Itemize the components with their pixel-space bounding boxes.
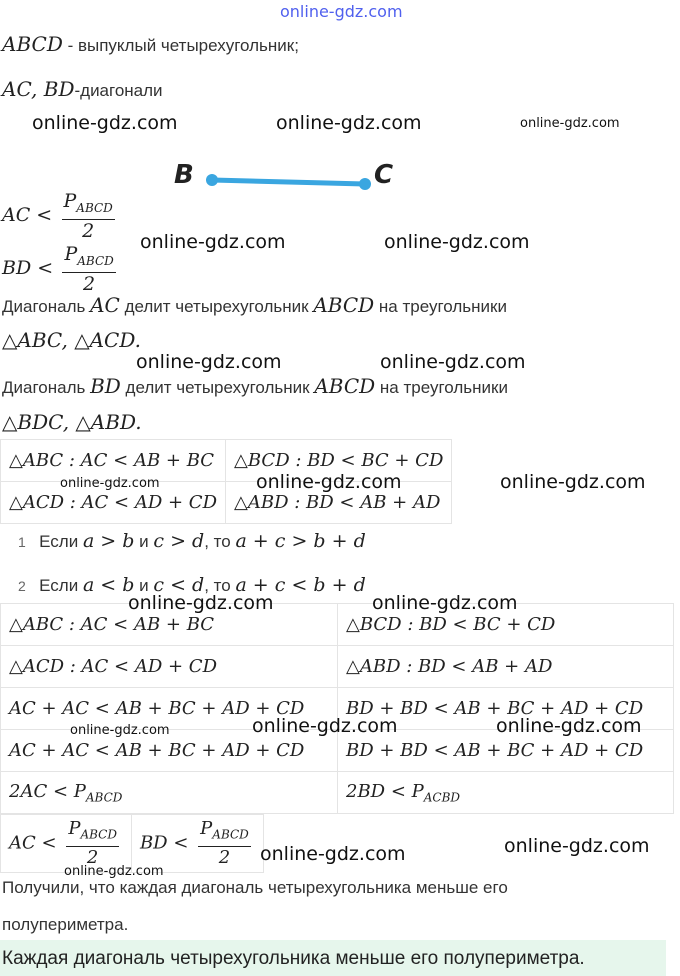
frac-num-sub: ABCD bbox=[212, 827, 249, 842]
table-row bbox=[1, 604, 674, 646]
frac-num-sub: ABCD bbox=[76, 200, 113, 215]
inequality-bd bbox=[2, 243, 120, 295]
p1-math-2: ABCD bbox=[313, 293, 375, 317]
ineq-ac-left: AC < bbox=[2, 203, 53, 226]
p1-text-3: на треугольники bbox=[374, 297, 507, 316]
segment-bc-svg bbox=[172, 160, 402, 196]
fraction-semiperimeter bbox=[198, 818, 251, 869]
rule-math: c > d bbox=[153, 530, 205, 552]
table-cell: △BCD : BD < BC + CD bbox=[226, 440, 452, 482]
summation-table bbox=[0, 603, 674, 814]
frac-num: P bbox=[64, 243, 78, 265]
watermark[interactable]: online-gdz.com bbox=[380, 351, 526, 373]
table-cell: △ABC : AC < AB + BC bbox=[1, 440, 226, 482]
p2-text-1: Диагональ bbox=[2, 378, 91, 397]
ineq-bd-left: BD < bbox=[2, 256, 54, 279]
table-cell: AC + AC < AB + BC + AD + CD bbox=[1, 688, 338, 730]
rule-math: c < d bbox=[153, 574, 205, 596]
watermark[interactable]: online-gdz.com bbox=[520, 116, 620, 131]
watermark[interactable]: online-gdz.com bbox=[496, 715, 642, 737]
watermark[interactable]: online-gdz.com bbox=[128, 592, 274, 614]
rule-math: a + c > b + d bbox=[235, 530, 366, 552]
conclusion-line-2: полупериметра. bbox=[2, 915, 129, 934]
diagonals-text: -диагонали bbox=[74, 81, 163, 100]
p2-math-2: ABCD bbox=[314, 374, 376, 398]
segment-line bbox=[212, 180, 365, 184]
watermark[interactable]: online-gdz.com bbox=[64, 864, 164, 879]
point-c bbox=[359, 178, 371, 190]
table-row bbox=[1, 772, 674, 814]
rule-text: и bbox=[134, 532, 154, 551]
watermark[interactable]: online-gdz.com bbox=[372, 592, 518, 614]
list-number: 1 bbox=[18, 534, 26, 550]
fraction-semiperimeter bbox=[62, 243, 115, 295]
answer-highlight bbox=[0, 940, 666, 976]
rule-1 bbox=[18, 530, 366, 552]
table-cell: △BCD : BD < BC + CD bbox=[338, 604, 674, 646]
rule-text: Если bbox=[39, 576, 83, 595]
point-b bbox=[206, 174, 218, 186]
rule-text: Если bbox=[39, 532, 83, 551]
watermark[interactable]: online-gdz.com bbox=[256, 471, 402, 493]
watermark[interactable]: online-gdz.com bbox=[60, 476, 160, 491]
cell-text: 2BD < P bbox=[346, 780, 424, 802]
label-b: B bbox=[174, 160, 194, 190]
intro-line-quadrilateral bbox=[2, 32, 299, 56]
watermark[interactable]: online-gdz.com bbox=[384, 231, 530, 253]
watermark[interactable]: online-gdz.com bbox=[500, 471, 646, 493]
frac-den: 2 bbox=[86, 846, 99, 868]
result-left: AC < bbox=[9, 832, 57, 854]
rule-text: , то bbox=[204, 576, 236, 595]
cell-text: 2AC < P bbox=[9, 780, 86, 802]
watermark-top[interactable]: online-gdz.com bbox=[280, 2, 403, 21]
table-cell bbox=[1, 772, 338, 814]
paragraph-diagonal-ac bbox=[2, 293, 507, 317]
watermark[interactable]: online-gdz.com bbox=[504, 835, 650, 857]
frac-den: 2 bbox=[83, 272, 96, 295]
watermark[interactable]: online-gdz.com bbox=[260, 843, 406, 865]
frac-num-sub: ABCD bbox=[77, 253, 114, 268]
math-diagonals: AC, BD bbox=[2, 77, 75, 101]
cell-sub: ABCD bbox=[85, 790, 123, 805]
frac-num: P bbox=[200, 818, 213, 840]
frac-den: 2 bbox=[218, 846, 231, 868]
watermark[interactable]: online-gdz.com bbox=[32, 112, 178, 134]
p1-math-1: AC bbox=[90, 293, 120, 317]
rule-text: , то bbox=[204, 532, 236, 551]
table-row bbox=[1, 646, 674, 688]
result-left: BD < bbox=[139, 832, 189, 854]
watermark[interactable]: online-gdz.com bbox=[136, 351, 282, 373]
frac-num: P bbox=[63, 190, 77, 212]
fraction-semiperimeter bbox=[66, 818, 119, 869]
frac-num-sub: ABCD bbox=[80, 827, 117, 842]
answer-text: Каждая диагональ четырехугольника меньше его полупериметра. bbox=[2, 948, 585, 969]
p1-text-1: Диагональ bbox=[2, 297, 91, 316]
table-cell bbox=[338, 772, 674, 814]
table-cell: △ABD : BD < AB + AD bbox=[226, 482, 452, 524]
watermark[interactable]: online-gdz.com bbox=[276, 112, 422, 134]
watermark[interactable]: online-gdz.com bbox=[70, 723, 170, 738]
watermark[interactable]: online-gdz.com bbox=[252, 715, 398, 737]
table-cell: △ACD : AC < AD + CD bbox=[1, 482, 226, 524]
segment-bc-figure bbox=[172, 160, 402, 196]
rule-math: a > b bbox=[82, 530, 135, 552]
p2-text-3: на треугольники bbox=[375, 378, 508, 397]
paragraph-diagonal-bd bbox=[2, 374, 508, 398]
triangles-line-1: △ABC, △ACD. bbox=[2, 328, 142, 352]
p2-math-1: BD bbox=[90, 374, 121, 398]
table-cell: △ABC : AC < AB + BC bbox=[1, 604, 338, 646]
table-cell: BD + BD < AB + BC + AD + CD bbox=[338, 730, 674, 772]
intro-text: - выпуклый четырехугольник; bbox=[62, 36, 299, 55]
list-number: 2 bbox=[18, 578, 26, 594]
watermark[interactable]: online-gdz.com bbox=[140, 231, 286, 253]
frac-den: 2 bbox=[82, 219, 95, 242]
table-cell: △ACD : AC < AD + CD bbox=[1, 646, 338, 688]
fraction-semiperimeter bbox=[62, 190, 115, 242]
inequality-ac bbox=[2, 190, 119, 242]
rule-math: a + c < b + d bbox=[235, 574, 366, 596]
p2-text-2: делит четырехугольник bbox=[120, 378, 315, 397]
table-cell: AC + AC < AB + BC + AD + CD bbox=[1, 730, 338, 772]
math-abcd: ABCD bbox=[2, 32, 63, 56]
frac-num: P bbox=[68, 818, 81, 840]
table-cell: △ABD : BD < AB + AD bbox=[338, 646, 674, 688]
table-cell: BD + BD < AB + BC + AD + CD bbox=[338, 688, 674, 730]
p1-text-2: делит четырехугольник bbox=[119, 297, 314, 316]
cell-sub: ACBD bbox=[423, 790, 461, 805]
intro-line-diagonals bbox=[2, 77, 163, 101]
triangles-line-2: △BDC, △ABD. bbox=[2, 410, 142, 434]
rule-text: и bbox=[134, 576, 154, 595]
rule-math: a < b bbox=[82, 574, 135, 596]
conclusion-line-1: Получили, что каждая диагональ четырехугольника меньше его bbox=[2, 878, 508, 897]
label-c: C bbox=[374, 160, 394, 190]
